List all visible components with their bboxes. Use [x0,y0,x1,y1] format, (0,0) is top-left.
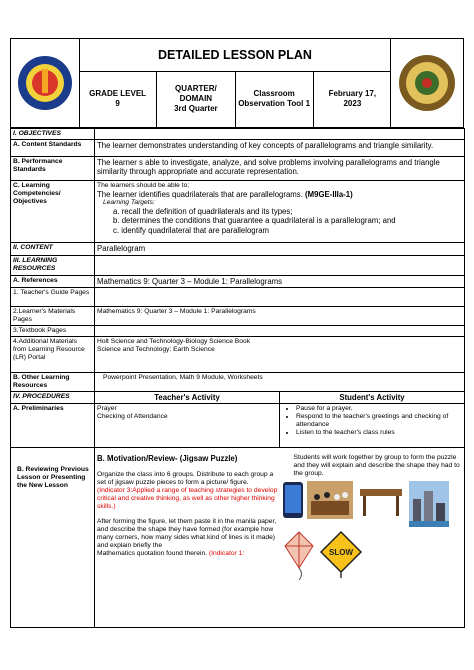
learners-materials: Mathematics 9: Quarter 3 – Module 1: Parallelograms [95,307,465,326]
preliminaries-teacher: Prayer Checking of Attendance [95,404,280,448]
target-a: recall the definition of quadrilaterals and its types; [121,207,293,217]
lesson-table [10,128,465,628]
textbook-label: 3.Textbook Pages [11,326,95,337]
page-title: DETAILED LESSON PLAN [79,39,391,72]
performance-standards: The learner s able to investigate, analyze, and solve problems involving parallelograms and triangle similarity through appropriate and accurate representation. [95,157,465,181]
lr-portal-label: 4.Additional Materials from Learning Resource (LR) Portal [11,337,95,373]
lr-portal: Holt Science and Technology-Biology Science Book Science and Technology: Earth Science [95,337,465,373]
table-icon [356,481,406,519]
motivation-student: Students will work together by group to form the puzzle and they will explain and describe the shape they had to the group. SLOW [280,448,465,628]
objectives-heading: I. OBJECTIVES [11,129,95,140]
content-standards: The learner demonstrates understanding of key concepts of parallelograms and triangle similarity. [95,140,465,157]
header-box [10,38,464,128]
school-seal [390,39,463,127]
chessboard-icon [307,481,353,519]
svg-text:SLOW: SLOW [328,548,353,558]
other-resources-label: B. Other Learning Resources [11,373,95,392]
references-label: A. References [11,276,95,288]
target-c: identify quadrilateral that are parallelogram [121,225,270,235]
target-b: determines the conditions that guarantee a quadrilateral is a parallelogram; and [121,216,396,226]
teacher-activity-heading: Teacher's Activity [95,392,280,404]
city-icon [409,481,449,527]
procedures-heading: IV. PROCEDURES [11,392,95,404]
preliminaries-student: • Pause for a prayer. • Respond to the teacher's greetings and checking of attendance • Listen to the teacher's class rules [280,404,465,448]
student-activity-heading: Student's Activity [280,392,465,404]
content-heading: II. CONTENT [11,243,95,256]
review-label: B. Reviewing Previous Lesson or Presenting the New Lesson [11,448,95,628]
deped-seal [11,39,80,127]
teachers-guide-label: 1. Teacher's Guide Pages [11,288,95,307]
motivation-teacher: B. Motivation/Review- (Jigsaw Puzzle) Organize the class into 6 groups. Distribute to each group a set of jigsaw puzzle pieces to form a picture/ figure. (Indicator 3:Applied a range of teaching strategies to develop critical and creative thinking, as well as other higher thinking skills.) After forming the figure, let them paste it in the manila paper, and describe the shape they have formed (for example how many corners, how many sides what kind of lines is it made) and explain briefly the Mathematics quotation found therein. (Indicator 1: [95,448,280,628]
date-cell: February 17, 2023 [328,89,377,108]
performance-standards-label: B. Performance Standards [11,157,95,181]
slow-sign-icon [319,530,363,578]
kite-icon [282,530,316,580]
resources-heading: III. LEARNING RESOURCES [11,256,95,276]
competencies: The learners should be able to; The learner identifies quadrilaterals that are parallelograms. (M9GE-IIIa-1) Learning Targets: a. recall the definition of quadrilaterals and its types; b. determines the conditions that guarantee a quadrilateral is a parallelogram; and c. identify quadrilateral that are parallelogram [95,181,465,243]
quarter-cell: QUARTER/ DOMAIN 3rd Quarter [157,71,235,127]
other-resources: Powerpoint Presentation, Math 9 Module, Worksheets [95,373,465,392]
puzzle-images [282,481,463,580]
phone-icon [282,481,304,519]
tool-cell: Classroom Observation Tool 1 [236,71,314,127]
grade-level-cell: GRADE LEVEL 9 [79,71,157,127]
preliminaries-label: A. Preliminaries [11,404,95,448]
learners-materials-label: 2.Learner's Materials Pages [11,307,95,326]
competencies-label: C. Learning Competencies/ Objectives [11,181,95,243]
content-value: Parallelogram [95,243,465,256]
references: Mathematics 9: Quarter 3 – Module 1: Parallelograms [95,276,465,288]
content-standards-label: A. Content Standards [11,140,95,157]
